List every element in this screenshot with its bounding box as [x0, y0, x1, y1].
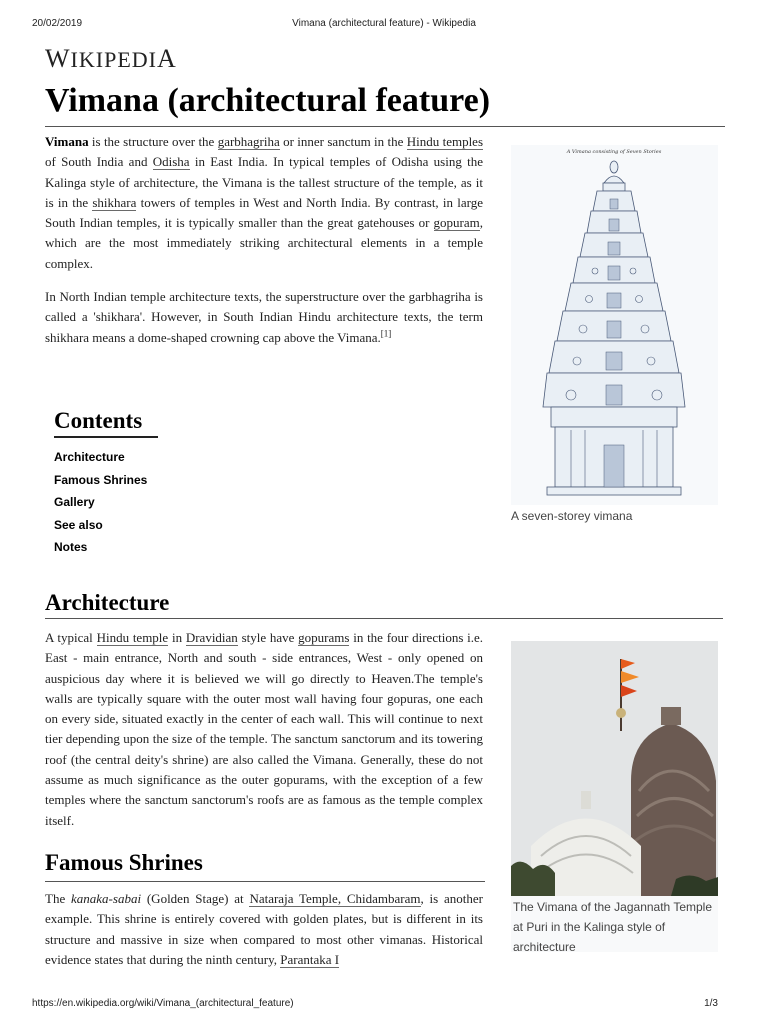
- print-page-number: 1/3: [704, 998, 718, 1009]
- print-page-title: Vimana (architectural feature) - Wikipedia: [292, 18, 476, 29]
- link-garbhagriha[interactable]: garbhagriha: [217, 134, 280, 149]
- section-divider: [45, 881, 485, 882]
- jagannath-temple-photo[interactable]: [511, 641, 718, 896]
- figure-caption-jagannath: The Vimana of the Jagannath Temple at Puri in the Kalinga style of architecture: [513, 900, 713, 954]
- famous-shrines-heading: Famous Shrines: [45, 850, 203, 875]
- architecture-heading: Architecture: [45, 590, 723, 619]
- link-gopuram[interactable]: gopuram: [433, 215, 480, 231]
- drawing-title: A Vimana consisting of Seven Stories: [566, 149, 662, 155]
- print-url: https://en.wikipedia.org/wiki/Vimana_(architectural_feature): [32, 998, 294, 1009]
- link-gopurams[interactable]: gopurams: [298, 630, 350, 645]
- architecture-paragraph: A typical Hindu temple in Dravidian style have gopurams in the four directions i.e. East - main entrance, North and south - side entrances, West - only opened on auspicious day where it is believed we will go directly to Heaven.The temple's walls are typically square with the outer most wall having four gopuras, one each on every side, situated exactly in the center of each wall. This will continue to next tier depending upon the size of the temple. The sanctum sanctorum and its towering roof (the central deity's shrine) are also called the Vimana. Generally, these do not assume as much significance as the outer gopurams, with the exception of a few temples where the sanctum sanctorum's roofs are as famous as the temple complex itself.: [45, 630, 484, 828]
- link-shikhara[interactable]: shikhara: [92, 194, 137, 210]
- table-of-contents: [54, 408, 164, 559]
- page-title: Vimana (architectural feature): [45, 80, 725, 127]
- toc-item-gallery[interactable]: Gallery: [54, 495, 95, 510]
- print-date: 20/02/2019: [32, 18, 83, 29]
- print-header: [30, 18, 738, 32]
- link-parantaka-i[interactable]: Parantaka I: [280, 951, 340, 967]
- jagannath-photo: [511, 641, 718, 896]
- link-hindu-temple[interactable]: Hindu temple: [96, 630, 169, 645]
- toc-item-notes[interactable]: Notes: [54, 540, 88, 555]
- intro-paragraph-2: In North Indian temple architecture texts, the superstructure over the garbhagriha is called a 'shikhara'. However, in South Indian Hindu architecture texts, the term shikhara means a dome-shaped crowning cap above the Vimana.[1]: [45, 289, 483, 345]
- toc-item-architecture[interactable]: Architecture: [54, 450, 125, 464]
- reference-link-1[interactable]: [1]: [380, 328, 392, 339]
- famous-shrines-paragraph: The kanaka-sabai (Golden Stage) at Nataraja Temple, Chidambaram, is another example. This shrine is entirely covered with golden plates, but is different in its structure and massive in size when compared to most other vimanas. Historical evidence states that during the ninth century, Parantaka I: [45, 891, 484, 967]
- link-nataraja-temple[interactable]: Nataraja Temple, Chidambaram: [249, 891, 421, 906]
- toc-title: Contents: [54, 408, 158, 438]
- link-odisha[interactable]: Odisha: [152, 154, 190, 170]
- print-footer: [30, 998, 738, 1012]
- link-hindu-temples[interactable]: Hindu temples: [406, 134, 484, 149]
- vimana-drawing: [511, 145, 718, 505]
- wikipedia-logo[interactable]: WIKIPEDIA: [45, 44, 177, 73]
- intro-paragraph-1: Vimana is the structure over the garbhagriha or inner sanctum in the Hindu temples of South India and Odisha in East India. In typical temples of Odisha using the Kalinga style of architecture, the Vimana is the tallest structure of the temple, as it is in the shikhara towers of temples in West and North India. By contrast, in large South Indian temples, it is typically smaller than the great gatehouses or gopuram, which are the most immediately striking architectural elements in a temple complex.: [45, 134, 484, 271]
- link-dravidian[interactable]: Dravidian: [185, 630, 238, 645]
- toc-item-famous-shrines[interactable]: Famous Shrines: [54, 472, 148, 487]
- figure-caption-seven-storey: A seven-storey vimana: [511, 509, 633, 523]
- vimana-drawing-image[interactable]: [511, 145, 718, 505]
- toc-item-see-also[interactable]: See also: [54, 517, 103, 532]
